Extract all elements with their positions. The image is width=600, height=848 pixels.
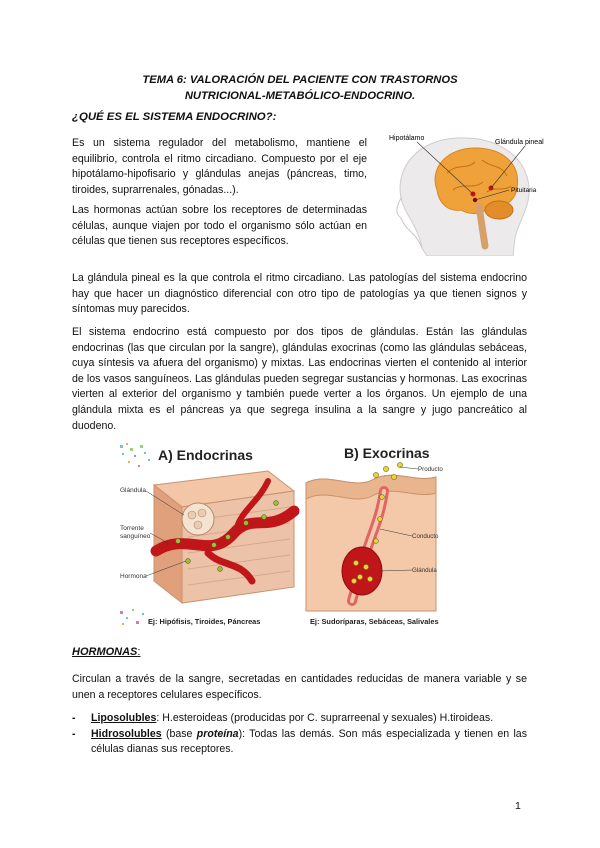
- title-exocrinas: B) Exocrinas: [344, 445, 430, 461]
- decorative-pixels-top: [120, 443, 150, 467]
- list-item-liposolubles: [72, 711, 527, 726]
- section-heading-endocrine: ¿QUÉ ES EL SISTEMA ENDOCRINO?:: [72, 111, 277, 123]
- label-glandula-b: Glándula: [412, 567, 437, 574]
- caption-exocrinas: Ej: Sudoríparas, Sebáceas, Salivales: [310, 617, 439, 626]
- label-torrente-2: sanguíneo: [120, 533, 151, 540]
- brain-diagram: [387, 128, 562, 256]
- section-heading-hormonas: [72, 646, 140, 658]
- label-pituitaria: Pituitaria: [511, 187, 537, 194]
- page-title-line-1: TEMA 6: VALORACIÓN DEL PACIENTE CON TRASTORNOS: [142, 74, 458, 86]
- endocrine-tissue-block: [154, 471, 294, 603]
- page-title: [0, 72, 600, 104]
- hormonas-heading-text: HORMONAS: [72, 646, 138, 658]
- list-item-hidrosolubles: [72, 727, 527, 757]
- text-liposolubles: H.esteroideas (producidas por C. suprarreenal y sexuales) H.tiroideas.: [159, 712, 494, 724]
- paragraph-gland-types: El sistema endocrino está compuesto por dos tipos de glándulas. Están las glándulas endocrinas (las que circulan por la sangre), glándulas exocrinas (como las glándulas sebáceas, cuya síntesis va afuera del organismo) y mixtas. Las endocrinas vierten el contenido al interior de los vasos sanguíneos. Las glándulas pueden segregar sustancias y hormonas. Las exocrinas vierten al exterior del organismo y también puede verter a los órganos. Un ejemplo de una glándula mixta es el páncreas ya que segrega insulina a la sangre y jugo pancreático al duodeno.: [72, 326, 527, 432]
- paragraph-definition: Es un sistema regulador del metabolismo, mantiene el equilibrio, controla el ritmo circadiano. Compuesto por el eje hipotálamo-hipofisario y glándulas anejas (páncreas, timo, tiroides, suprarrenales, gónadas...).: [72, 137, 367, 196]
- bullet-dash: -: [72, 728, 76, 741]
- label-hipotalamo: Hipotálamo: [389, 135, 425, 142]
- term-hidrosolubles: Hidrosolubles: [91, 728, 162, 741]
- endocrine-gland-cluster: [182, 503, 214, 535]
- decorative-pixels-bottom: [120, 609, 144, 625]
- term-liposolubles: Liposolubles: [91, 712, 157, 724]
- cerebellum: [485, 201, 513, 219]
- title-endocrinas: A) Endocrinas: [158, 447, 253, 463]
- bullet-dash: -: [72, 712, 76, 724]
- gland-types-diagram: [118, 441, 445, 631]
- paragraph-hormonas: Circulan a través de la sangre, secretadas en cantidades reducidas de manera variable y se unen a receptores celulares específicos.: [72, 673, 527, 701]
- exocrine-gland: [342, 547, 382, 595]
- label-conducto: Conducto: [412, 533, 439, 540]
- label-producto: Producto: [418, 466, 443, 473]
- label-torrente-1: Torrente: [120, 525, 144, 532]
- hormonas-heading-colon: :: [137, 646, 141, 658]
- term-liposolubles-colon: :: [156, 712, 160, 724]
- caption-endocrinas: Ej: Hipófisis, Tiroides, Páncreas: [148, 617, 261, 626]
- page-number: 1: [515, 800, 521, 812]
- text-hidrosolubles-pre: (base: [161, 728, 197, 741]
- paragraph-pineal: La glándula pineal es la que controla el ritmo circadiano. Las patologías del sistema endocrino hay que hacer un diagnóstico diferencial con otro tipo de patologías ya que tienen signos y síntomas muy parecidos.: [72, 272, 527, 316]
- hormone-type-list: [72, 711, 527, 759]
- term-proteina: proteína: [196, 728, 239, 741]
- text-hidrosolubles: ): Todas las demás. Son más especializada y tienen en las células dianas sus receptores.: [91, 728, 528, 756]
- label-hormona: Hormona: [120, 573, 147, 580]
- label-glandula-pineal: Glándula pineal: [495, 139, 544, 146]
- paragraph-hormone-receptors: Las hormonas actúan sobre los receptores de determinadas células, aunque viajen por todo el organismo sólo actúan en células que tienen sus receptores específicos.: [72, 204, 367, 248]
- page-title-line-2: NUTRICIONAL-METABÓLICO-ENDOCRINO.: [184, 90, 416, 102]
- label-glandula-a: Glándula: [120, 487, 147, 494]
